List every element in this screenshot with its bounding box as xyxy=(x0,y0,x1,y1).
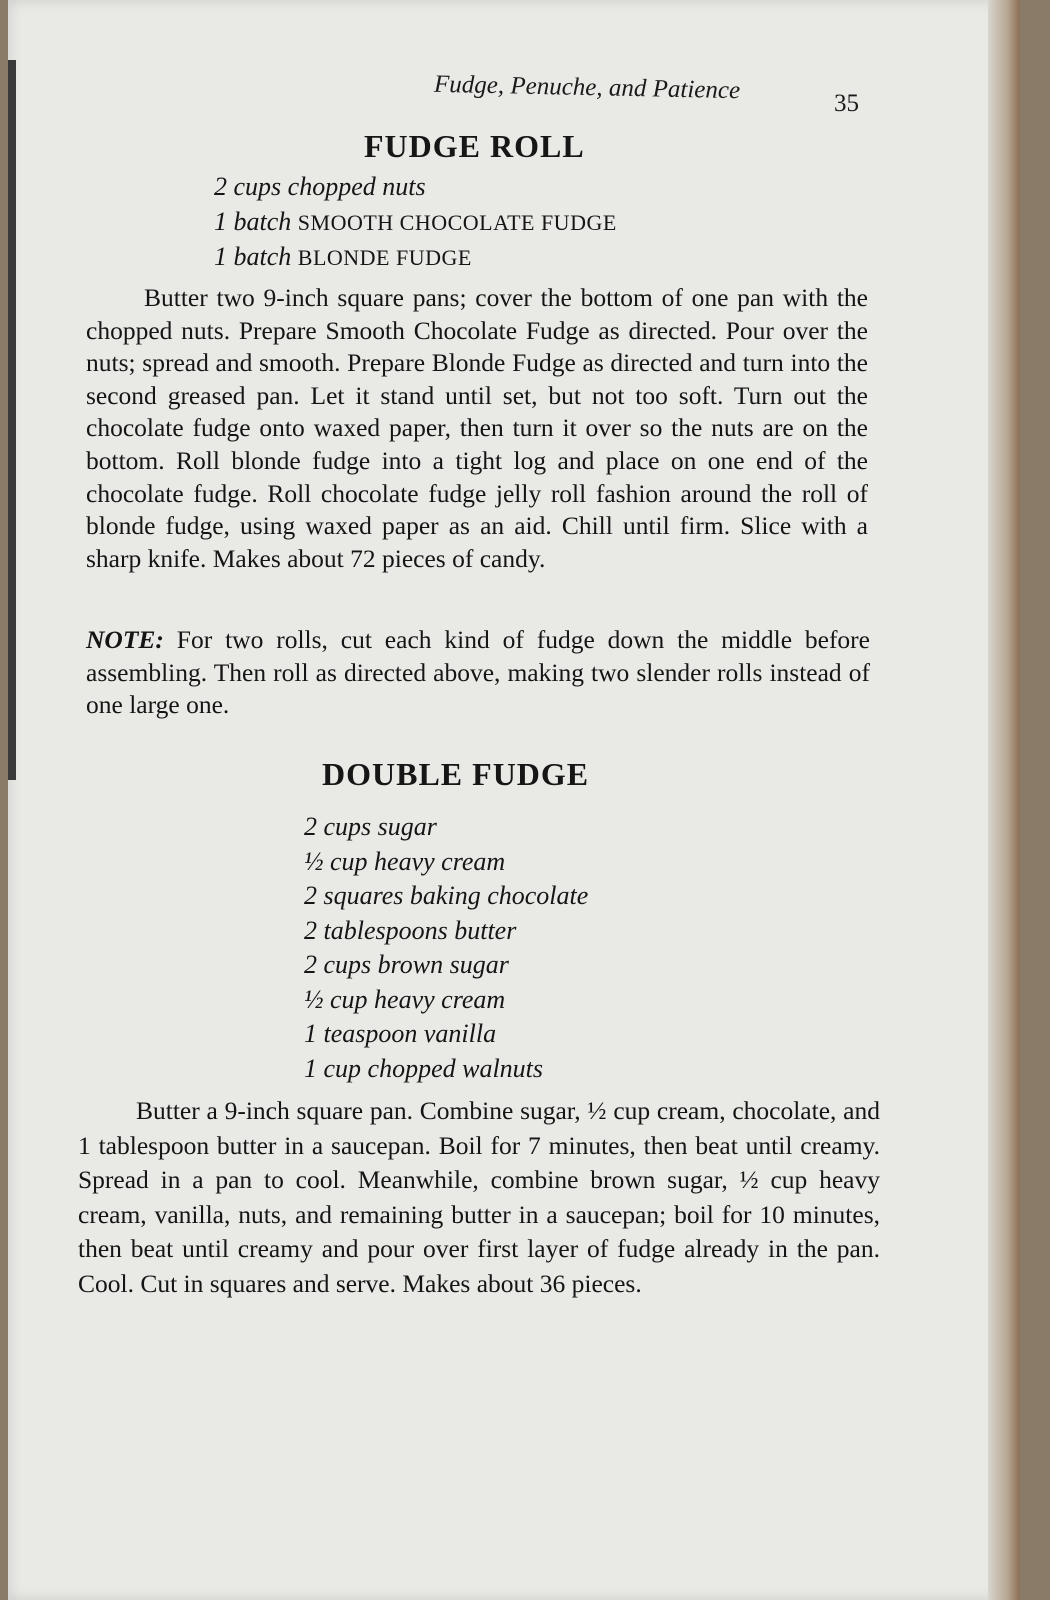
page-header xyxy=(8,68,1020,117)
running-title: Fudge, Penuche, and Patience xyxy=(433,70,741,105)
ingredient-line: 1 batch SMOOTH CHOCOLATE FUDGE xyxy=(214,206,617,236)
ingredient-line: ½ cup heavy cream xyxy=(304,984,506,1014)
page-edge xyxy=(988,0,1020,1600)
ingredient-line: ½ cup heavy cream xyxy=(304,846,506,876)
ingredient-line: 1 teaspoon vanilla xyxy=(304,1019,497,1048)
note-text: For two rolls, cut each kind of fudge down the middle before assembling. Then roll as directed above, making two slender rolls instead of one large one. xyxy=(86,625,870,720)
book-spine-shadow xyxy=(8,60,16,780)
ingredient-line: 2 squares baking chocolate xyxy=(304,881,589,910)
fudge-roll-ingredients xyxy=(214,170,617,276)
fudge-roll-title: FUDGE ROLL xyxy=(364,128,585,164)
fudge-roll-directions: Butter two 9-inch square pans; cover the bottom of one pan with the chopped nuts. Prepare Smooth Chocolate Fudge as directed. Pour over the nuts; spread and smooth. Prepare Blonde Fudge as directed and turn into the second greased pan. Let it stand until set, but not too soft. Turn out the chocolate fudge onto waxed paper, then turn it over so the nuts are on the bottom. Roll blonde fudge into a tight log and place on one end of the chocolate fudge. Roll chocolate fudge jelly roll fashion around the roll of blonde fudge, using waxed paper as an aid. Chill until firm. Slice with a sharp knife. Makes about 72 pieces of candy. xyxy=(86,283,868,573)
double-fudge-ingredients xyxy=(304,810,588,1086)
page-number: 35 xyxy=(834,90,859,117)
ingredient-line: 2 cups sugar xyxy=(304,812,437,841)
book-page xyxy=(8,0,1020,1600)
ingredient-line: 2 tablespoons butter xyxy=(304,915,517,945)
fudge-roll-note xyxy=(86,624,870,722)
note-label: NOTE: xyxy=(86,625,164,654)
ingredient-line: 2 cups chopped nuts xyxy=(214,172,426,201)
ingredient-line: 1 cup chopped walnuts xyxy=(304,1053,544,1083)
ingredient-line: 2 cups brown sugar xyxy=(304,950,509,979)
double-fudge-title: DOUBLE FUDGE xyxy=(322,756,590,792)
ingredient-line: 1 batch BLONDE FUDGE xyxy=(214,242,472,271)
double-fudge-directions: Butter a 9-inch square pan. Combine sugar, ½ cup cream, chocolate, and 1 tablespoon butter in a saucepan. Boil for 7 minutes, then beat until creamy. Spread in a pan to cool. Meanwhile, combine brown sugar, ½ cup heavy cream, vanilla, nuts, and remaining butter in a saucepan; boil for 10 minutes, then beat until creamy and pour over first layer of fudge already in the pan. Cool. Cut in squares and serve. Makes about 36 pieces. xyxy=(78,1096,880,1298)
